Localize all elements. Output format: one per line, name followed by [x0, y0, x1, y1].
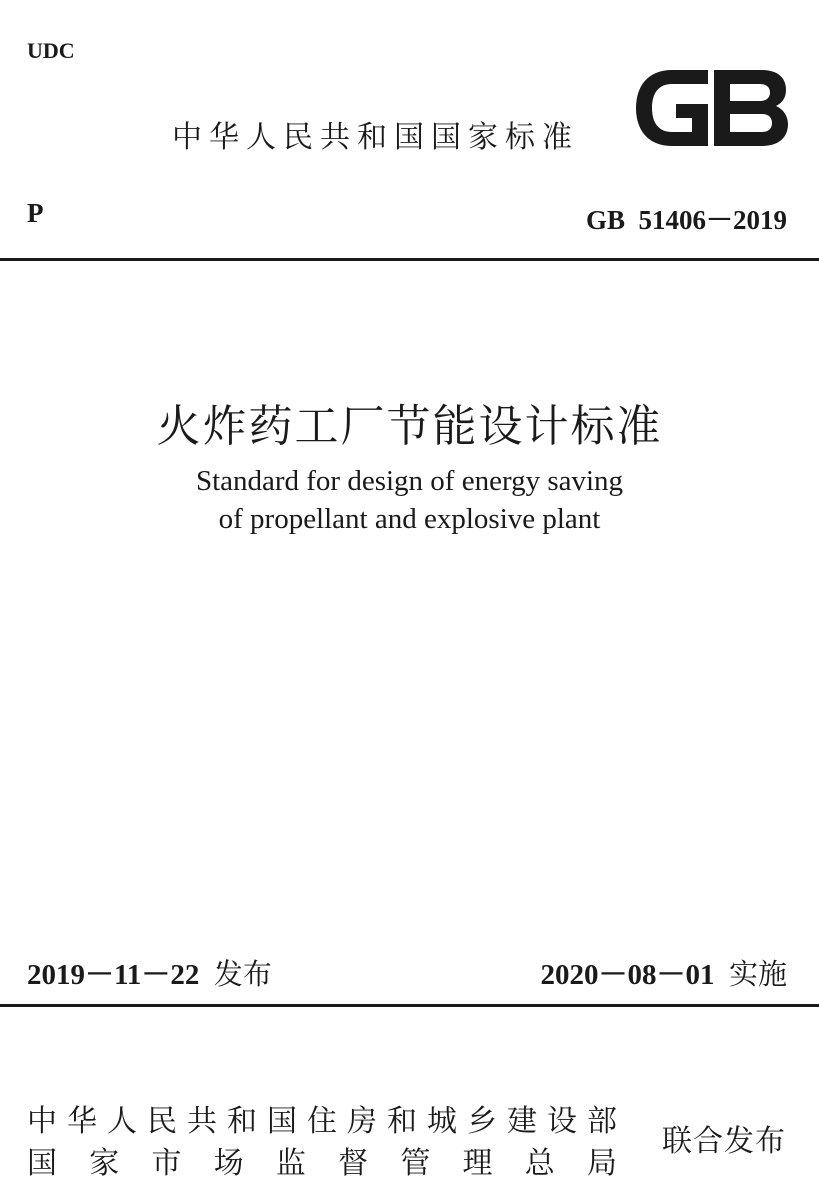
bottom-divider [0, 1004, 819, 1007]
udc-label: UDC [27, 38, 75, 63]
publisher-char: 督 [338, 1146, 369, 1181]
top-divider [0, 258, 819, 261]
publisher-char: 场 [213, 1146, 244, 1181]
publisher-char: 总 [524, 1146, 555, 1181]
implement-date: 2020－08－01 [540, 959, 729, 991]
publisher-char: 人 [107, 1104, 137, 1139]
publisher-char: 国 [267, 1104, 297, 1139]
title-english-line-2: of propellant and explosive plant [218, 503, 601, 535]
publisher-char: 和 [387, 1104, 417, 1139]
publisher-char: 建 [507, 1104, 537, 1139]
publisher-char: 房 [347, 1104, 377, 1139]
issue-date-block [27, 952, 272, 993]
publisher-char: 中 [27, 1104, 57, 1139]
publisher-char: 华 [67, 1104, 97, 1139]
publisher-char: 监 [275, 1146, 306, 1181]
gb-logo-b [714, 70, 788, 146]
publisher-char: 乡 [467, 1104, 497, 1139]
publisher-char: 民 [147, 1104, 177, 1139]
publisher-char: 住 [307, 1104, 337, 1139]
national-standard-heading: 中华人民共和国国家标准 [172, 120, 579, 155]
publisher-char: 国 [27, 1146, 57, 1181]
publisher-ministry [27, 1096, 617, 1140]
publisher-char: 城 [427, 1104, 457, 1139]
title-chinese: 火炸药工厂节能设计标准 [156, 401, 663, 452]
gb-logo-g [636, 70, 708, 146]
issue-label: 发布 [213, 957, 272, 991]
publisher-char: 和 [227, 1104, 257, 1139]
publisher-char: 部 [587, 1104, 617, 1139]
publisher-char: 理 [462, 1146, 493, 1181]
publisher-char: 管 [400, 1146, 431, 1181]
standard-number: GB 51406－2019 [585, 205, 787, 235]
publisher-char: 局 [586, 1146, 617, 1181]
title-english [0, 462, 819, 538]
implement-date-block [540, 952, 787, 993]
publisher-char: 共 [187, 1104, 217, 1139]
implement-label: 实施 [728, 957, 787, 991]
joint-release-label: 联合发布 [662, 1124, 786, 1159]
title-english-line-1: Standard for design of energy saving [195, 465, 624, 497]
issue-date: 2019－11－22 [27, 959, 214, 991]
publisher-char: 家 [89, 1146, 120, 1181]
publisher-char: 市 [151, 1146, 182, 1181]
publisher-administration [27, 1138, 617, 1182]
publisher-char: 设 [547, 1104, 577, 1139]
gb-logo-icon [632, 66, 790, 150]
classification-code: P [27, 198, 44, 228]
